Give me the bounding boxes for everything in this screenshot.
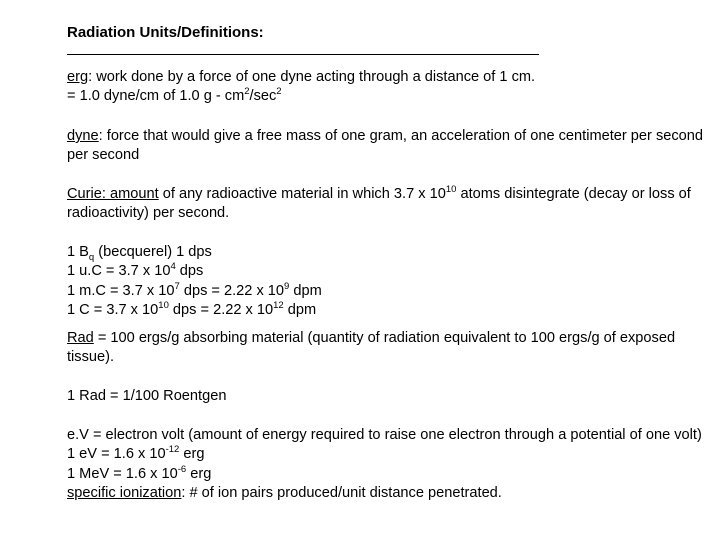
specific-ionization-line <box>67 484 703 503</box>
specific-ionization-term: specific ionization <box>67 484 182 501</box>
mc-b: dps = 2.22 x 10 <box>179 282 285 299</box>
bq-a: 1 B <box>67 244 89 260</box>
rad-roentgen <box>67 387 703 406</box>
bq-sub: q <box>88 252 95 263</box>
c-c: dpm <box>283 301 317 318</box>
c-exp2: 12 <box>273 299 284 311</box>
ev-text: e.V = electron volt (amount of energy required to raise one electron through a potential of one volt) <box>67 427 702 443</box>
erg-text: : work done by a force of one dyne acting through a distance of 1 cm. <box>88 69 536 85</box>
rad-text: = 100 ergs/g absorbing material (quantity of radiation equivalent to 100 ergs/g of exposed tissue). <box>67 330 676 366</box>
curie-exp: 10 <box>445 184 457 195</box>
mc-c: dpm <box>289 282 322 299</box>
c-a: 1 C = 3.7 x 10 <box>67 301 159 318</box>
erg-eq-exp2: 2 <box>276 86 282 98</box>
erg-line <box>67 68 703 87</box>
ev-exp: -12 <box>165 444 180 456</box>
dyne-term: dyne <box>67 128 99 144</box>
units-list <box>67 243 703 320</box>
rad-roentgen-line: 1 Rad = 1/100 Roentgen <box>67 388 227 404</box>
erg-equation <box>67 87 703 106</box>
uc-line <box>67 262 703 281</box>
ev-line <box>67 445 703 464</box>
erg-eq-mid: /sec <box>249 88 277 105</box>
erg-eq-exp1: 2 <box>244 86 250 98</box>
page-title: Radiation Units/Definitions: <box>67 24 264 41</box>
mc-exp2: 9 <box>284 280 290 292</box>
bq-line <box>67 243 703 262</box>
curie-term: Curie: amount <box>67 186 159 202</box>
erg-term: erg <box>67 69 89 85</box>
c-b: dps = 2.22 x 10 <box>168 301 274 318</box>
ev-definition <box>67 426 703 503</box>
curie-text-b: atoms disintegrate (decay or loss of radioactivity) per second. <box>67 186 691 222</box>
uc-b: dps <box>175 263 204 280</box>
mev-line <box>67 465 703 484</box>
c-line <box>67 301 703 320</box>
mc-line <box>67 282 703 301</box>
dyne-text: : force that would give a free mass of one gram, an acceleration of one centimeter per second per second <box>67 128 704 164</box>
rad-term: Rad <box>67 330 94 346</box>
ev-a: 1 eV = 1.6 x 10 <box>67 446 166 463</box>
mev-a: 1 MeV = 1.6 x 10 <box>67 465 178 482</box>
rad-text-block <box>67 329 703 368</box>
curie-text-block <box>67 185 703 224</box>
document-page <box>67 23 707 501</box>
mev-exp: -6 <box>177 463 187 475</box>
erg-definition <box>67 68 703 107</box>
bq-b: (becquerel) 1 dps <box>94 244 212 260</box>
curie-definition <box>67 185 703 224</box>
erg-eq-prefix: = 1.0 dyne/cm of 1.0 g - cm <box>67 88 245 105</box>
curie-text-a: of any radioactive material in which 3.7 x 10 <box>158 186 446 202</box>
mc-a: 1 m.C = 3.7 x 10 <box>67 282 175 299</box>
dyne-definition <box>67 127 703 166</box>
uc-exp: 4 <box>170 261 176 273</box>
ev-b: erg <box>179 446 205 463</box>
title-divider <box>67 54 539 55</box>
mc-exp1: 7 <box>174 280 180 292</box>
dyne-text-block <box>67 127 703 166</box>
specific-ionization-text: : # of ion pairs produced/unit distance penetrated. <box>181 484 502 501</box>
uc-a: 1 u.C = 3.7 x 10 <box>67 263 171 280</box>
mev-b: erg <box>186 465 212 482</box>
rad-definition <box>67 329 703 368</box>
c-exp1: 10 <box>158 299 169 311</box>
